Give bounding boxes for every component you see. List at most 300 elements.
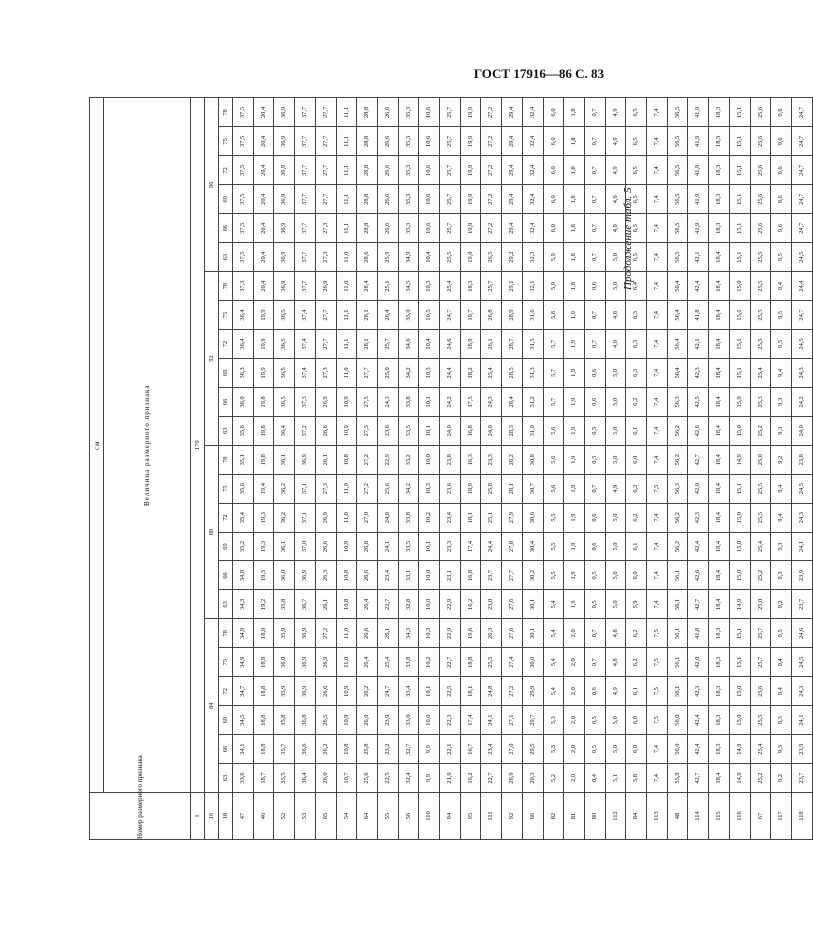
table-cell: 5,7: [543, 387, 564, 416]
table-cell: 42,7: [688, 445, 709, 474]
table-cell: 9,3: [771, 706, 792, 735]
table-cell: 42,4: [688, 272, 709, 301]
table-cell: 26,1: [315, 590, 336, 619]
table-cell: 23,8: [440, 445, 461, 474]
table-cell: 42,3: [688, 677, 709, 706]
table-cell: 37,3: [233, 272, 254, 301]
table-cell: 6,5: [626, 243, 647, 272]
row-id: 46: [253, 793, 274, 840]
table-cell: 0,5: [584, 735, 605, 764]
table-cell: 34,9: [398, 243, 419, 272]
table-cell: 9,6: [771, 214, 792, 243]
table-cell: 56,0: [667, 706, 688, 735]
table-cell: 29,5: [522, 735, 543, 764]
table-cell: 9,2: [771, 590, 792, 619]
table-cell: 31,6: [522, 301, 543, 330]
table-cell: 35,3: [398, 127, 419, 156]
table-cell: 33,6: [233, 764, 254, 793]
table-cell: 18,7: [253, 764, 274, 793]
table-cell: 35,3: [398, 214, 419, 243]
table-cell: 7,4: [647, 127, 668, 156]
table-cell: 18,4: [709, 445, 730, 474]
level1-value: 170: [191, 98, 205, 793]
table-cell: 56,2: [667, 503, 688, 532]
table-cell: 1,8: [564, 98, 585, 127]
table-cell: 35,8: [274, 706, 295, 735]
table-cell: 25,4: [440, 272, 461, 301]
table-cell: 6,5: [626, 127, 647, 156]
table-cell: 19,9: [253, 330, 274, 359]
table-row: [398, 98, 419, 840]
table-cell: 35,0: [398, 301, 419, 330]
table-cell: 1,9: [564, 503, 585, 532]
table-cell: 35,8: [274, 590, 295, 619]
table-cell: 29,2: [502, 243, 523, 272]
table-cell: 29,4: [502, 185, 523, 214]
table-cell: 23,2: [377, 735, 398, 764]
table-cell: 5,0: [605, 561, 626, 590]
table-cell: 34,5: [233, 706, 254, 735]
table-cell: 25,7: [440, 214, 461, 243]
table-cell: 36,9: [295, 677, 316, 706]
row-id: 92: [502, 793, 523, 840]
table-row: [274, 98, 295, 840]
table-cell: 15,0: [729, 677, 750, 706]
table-cell: 19,8: [253, 416, 274, 445]
table-cell: 28,6: [357, 243, 378, 272]
table-cell: 6,0: [543, 214, 564, 243]
table-cell: 20,4: [253, 272, 274, 301]
table-row: [626, 98, 647, 840]
row-id: 67: [750, 793, 771, 840]
table-cell: 15,1: [729, 330, 750, 359]
table-cell: 30,6: [522, 503, 543, 532]
table-cell: 32,4: [522, 156, 543, 185]
table-cell: 11,0: [336, 474, 357, 503]
table-cell: 24,5: [791, 648, 812, 677]
table-cell: 26,5: [315, 706, 336, 735]
table-cell: 56,3: [667, 387, 688, 416]
table-cell: 37,0: [295, 532, 316, 561]
table-cell: 27,7: [502, 561, 523, 590]
table-cell: 2,0: [564, 619, 585, 648]
table-cell: 56,5: [667, 185, 688, 214]
table-cell: 24,6: [791, 619, 812, 648]
table-cell: 19,0: [460, 243, 481, 272]
table-cell: 36,4: [274, 416, 295, 445]
table-cell: 41,9: [688, 185, 709, 214]
table-cell: 5,5: [543, 532, 564, 561]
table-cell: 15,0: [729, 706, 750, 735]
row-id: 53: [295, 793, 316, 840]
table-row: [584, 98, 605, 840]
table-cell: 25,6: [750, 156, 771, 185]
table-cell: 24,1: [791, 532, 812, 561]
table-cell: 36,7: [295, 590, 316, 619]
table-cell: 26,9: [315, 387, 336, 416]
table-cell: 37,4: [295, 358, 316, 387]
level3-value: 75: [219, 474, 233, 503]
table-cell: 36,4: [295, 764, 316, 793]
table-cell: 6,0: [543, 98, 564, 127]
table-cell: 36,9: [274, 98, 295, 127]
table-cell: 34,9: [233, 648, 254, 677]
table-cell: 29,7: [522, 706, 543, 735]
table-cell: 36,3: [233, 358, 254, 387]
table-cell: 26,6: [315, 532, 336, 561]
row-id: 47: [233, 793, 254, 840]
row-id: 117: [771, 793, 792, 840]
table-cell: 0,7: [584, 648, 605, 677]
table-cell: 36,9: [295, 561, 316, 590]
level3-value: 66: [219, 735, 233, 764]
unit-header: см: [90, 98, 104, 793]
table-cell: 22,9: [440, 619, 461, 648]
table-cell: 5,0: [605, 706, 626, 735]
table-cell: 9,2: [771, 764, 792, 793]
table-cell: 36,9: [274, 185, 295, 214]
table-row: [564, 98, 585, 840]
table-cell: 42,0: [688, 648, 709, 677]
table-cell: 10,1: [419, 677, 440, 706]
table-cell: 34,8: [233, 561, 254, 590]
table-cell: 41,9: [688, 127, 709, 156]
table-cell: 18,4: [709, 272, 730, 301]
table-cell: 29,4: [502, 98, 523, 127]
table-cell: 5,7: [543, 358, 564, 387]
table-cell: 10,2: [419, 648, 440, 677]
table-cell: 19,9: [460, 185, 481, 214]
table-cell: 25,0: [750, 590, 771, 619]
table-row: [709, 98, 730, 840]
table-cell: 24,7: [791, 185, 812, 214]
table-cell: 4,8: [605, 301, 626, 330]
table-cell: 27,6: [502, 590, 523, 619]
table-cell: 28,9: [502, 301, 523, 330]
table-cell: 10,6: [419, 185, 440, 214]
table-cell: 15,1: [729, 301, 750, 330]
table-cell: 7,5: [647, 706, 668, 735]
table-cell: 32,4: [398, 764, 419, 793]
table-row: [522, 98, 543, 840]
table-cell: 27,3: [315, 214, 336, 243]
table-cell: 27,2: [315, 619, 336, 648]
table-cell: 56,5: [667, 127, 688, 156]
table-cell: 18,4: [709, 243, 730, 272]
table-cell: 5,3: [543, 706, 564, 735]
table-cell: 32,4: [522, 127, 543, 156]
table-cell: 9,6: [771, 98, 792, 127]
table-cell: 25,5: [750, 272, 771, 301]
table-cell: 15,0: [729, 416, 750, 445]
table-cell: 26,9: [502, 764, 523, 793]
table-cell: 25,2: [750, 416, 771, 445]
table-cell: 34,2: [398, 358, 419, 387]
table-cell: 9,5: [771, 619, 792, 648]
level3-value: 69: [219, 706, 233, 735]
table-cell: 18,9: [460, 474, 481, 503]
table-cell: 18,8: [253, 706, 274, 735]
level3-value: 66: [219, 214, 233, 243]
table-cell: 6,0: [543, 127, 564, 156]
table-cell: 6,0: [626, 735, 647, 764]
table-cell: 22,7: [440, 648, 461, 677]
table-cell: 26,9: [315, 648, 336, 677]
row-id: 54: [336, 793, 357, 840]
table-cell: 26,6: [377, 127, 398, 156]
table-cell: 0,7: [584, 214, 605, 243]
table-cell: 37,2: [295, 416, 316, 445]
table-cell: 0,7: [584, 98, 605, 127]
table-cell: 24,7: [791, 156, 812, 185]
table-row: [357, 98, 378, 840]
table-cell: 36,5: [274, 358, 295, 387]
table-cell: 25,6: [750, 677, 771, 706]
table-cell: 24,4: [481, 532, 502, 561]
table-row: [791, 98, 812, 840]
table-cell: 36,9: [295, 648, 316, 677]
table-cell: 37,5: [233, 156, 254, 185]
table-cell: 25,0: [377, 358, 398, 387]
table-cell: 15,1: [729, 127, 750, 156]
table-cell: 5,0: [605, 532, 626, 561]
table-cell: 18,8: [460, 648, 481, 677]
table-cell: 9,3: [771, 735, 792, 764]
table-cell: 10,8: [336, 561, 357, 590]
table-cell: 27,9: [502, 503, 523, 532]
table-cell: 33,4: [398, 677, 419, 706]
table-cell: 15,0: [729, 561, 750, 590]
table-cell: 36,5: [274, 330, 295, 359]
table-cell: 0,5: [584, 445, 605, 474]
table-cell: 34,3: [398, 619, 419, 648]
table-cell: 26,6: [315, 416, 336, 445]
table-cell: 25,7: [481, 272, 502, 301]
table-cell: 1,9: [564, 301, 585, 330]
table-cell: 24,4: [791, 272, 812, 301]
table-cell: 7,4: [647, 764, 668, 793]
table-cell: 7,4: [647, 330, 668, 359]
table-cell: 33,8: [398, 503, 419, 532]
table-cell: 6,3: [626, 301, 647, 330]
table-cell: 20,4: [253, 127, 274, 156]
table-cell: 25,8: [481, 474, 502, 503]
table-cell: 18,3: [709, 619, 730, 648]
table-cell: 37,3: [295, 387, 316, 416]
table-cell: 15,1: [729, 156, 750, 185]
level3-value: 63: [219, 416, 233, 445]
table-cell: 23,8: [791, 445, 812, 474]
table-cell: 23,3: [440, 532, 461, 561]
table-cell: 23,4: [377, 561, 398, 590]
table-row: [750, 98, 771, 840]
table-cell: 22,9: [377, 445, 398, 474]
table-cell: 41,8: [688, 619, 709, 648]
table-cell: 26,1: [481, 330, 502, 359]
table-cell: 26,4: [357, 648, 378, 677]
row-number-header: Номер размерного признака: [90, 793, 191, 840]
table-cell: 37,5: [233, 185, 254, 214]
table-cell: 23,7: [791, 590, 812, 619]
table-cell: 7,4: [647, 445, 668, 474]
table-cell: 33,2: [398, 445, 419, 474]
level2-label: 16: [205, 793, 219, 840]
level2-value: 92: [205, 272, 219, 446]
table-cell: 7,5: [647, 677, 668, 706]
table-cell: 10,8: [336, 590, 357, 619]
table-cell: 0,7: [584, 474, 605, 503]
table-cell: 25,5: [750, 330, 771, 359]
table-cell: 36,9: [274, 156, 295, 185]
table-cell: 22,7: [377, 590, 398, 619]
table-cell: 32,7: [398, 735, 419, 764]
table-cell: 1,9: [564, 358, 585, 387]
table-cell: 42,1: [688, 330, 709, 359]
table-cell: 42,5: [688, 387, 709, 416]
row-id: 66: [522, 793, 543, 840]
table-cell: 7,4: [647, 532, 668, 561]
row-id: 94: [440, 793, 461, 840]
table-cell: 4,9: [605, 474, 626, 503]
table-cell: 37,5: [233, 127, 254, 156]
table-cell: 5,4: [543, 677, 564, 706]
table-cell: 26,8: [481, 301, 502, 330]
table-cell: 33,1: [398, 561, 419, 590]
table-cell: 32,1: [522, 272, 543, 301]
table-cell: 25,4: [750, 735, 771, 764]
table-cell: 9,6: [771, 185, 792, 214]
table-cell: 24,3: [791, 503, 812, 532]
table-cell: 10,6: [419, 98, 440, 127]
row-id: 118: [791, 793, 812, 840]
table-cell: 5,0: [605, 735, 626, 764]
table-row: [543, 98, 564, 840]
table-cell: 26,6: [357, 619, 378, 648]
table-cell: 15,1: [729, 619, 750, 648]
table-cell: 33,5: [398, 416, 419, 445]
table-cell: 24,7: [440, 301, 461, 330]
table-cell: 10,3: [419, 358, 440, 387]
table-cell: 25,2: [750, 764, 771, 793]
table-cell: 4,9: [605, 214, 626, 243]
table-cell: 19,9: [253, 301, 274, 330]
level3-value: 63: [219, 764, 233, 793]
table-cell: 27,2: [357, 445, 378, 474]
table-cell: 36,8: [295, 706, 316, 735]
table-cell: 18,4: [709, 474, 730, 503]
table-cell: 10,6: [419, 214, 440, 243]
table-cell: 25,8: [357, 735, 378, 764]
table-cell: 22,7: [481, 764, 502, 793]
table-cell: 9,2: [771, 445, 792, 474]
table-cell: 56,2: [667, 532, 688, 561]
table-cell: 28,8: [357, 214, 378, 243]
table-cell: 4,8: [605, 619, 626, 648]
table-cell: 24,7: [791, 301, 812, 330]
table-cell: 28,8: [357, 98, 378, 127]
table-cell: 1,9: [564, 387, 585, 416]
table-cell: 4,8: [605, 648, 626, 677]
table-cell: 1,9: [564, 445, 585, 474]
table-cell: 6,2: [626, 503, 647, 532]
table-cell: 7,4: [647, 243, 668, 272]
table-cell: 42,1: [688, 243, 709, 272]
table-cell: 56,1: [667, 590, 688, 619]
table-cell: 10,9: [336, 416, 357, 445]
table-cell: 55,9: [667, 764, 688, 793]
table-cell: 24,1: [481, 706, 502, 735]
table-cell: 2,0: [564, 677, 585, 706]
table-cell: 37,7: [295, 272, 316, 301]
table-cell: 26,2: [315, 735, 336, 764]
level3-value: 69: [219, 532, 233, 561]
table-cell: 16,7: [460, 735, 481, 764]
table-row: [440, 98, 461, 840]
table-cell: 17,4: [460, 706, 481, 735]
table-row: [336, 98, 357, 840]
table-cell: 10,0: [419, 561, 440, 590]
table-row: [771, 98, 792, 840]
table-cell: 31,3: [522, 358, 543, 387]
table-cell: 56,1: [667, 619, 688, 648]
table-cell: 20,4: [253, 98, 274, 127]
table-cell: 36,9: [274, 214, 295, 243]
row-id: 56: [398, 793, 419, 840]
table-cell: 19,9: [460, 214, 481, 243]
table-cell: 7,4: [647, 735, 668, 764]
table-cell: 27,7: [357, 358, 378, 387]
table-cell: 19,2: [253, 590, 274, 619]
table-cell: 28,8: [357, 156, 378, 185]
level2-value: 84: [205, 619, 219, 793]
table-cell: 11,1: [336, 156, 357, 185]
table-cell: 18,8: [253, 677, 274, 706]
table-cell: 11,1: [336, 98, 357, 127]
table-cell: 10,0: [419, 590, 440, 619]
table-cell: 28,3: [502, 416, 523, 445]
table-row: [688, 98, 709, 840]
table-cell: 25,4: [481, 358, 502, 387]
table-cell: 25,7: [750, 648, 771, 677]
table-cell: 29,3: [522, 764, 543, 793]
level3-value: 75: [219, 301, 233, 330]
level3-value: 66: [219, 561, 233, 590]
table-cell: 26,8: [357, 532, 378, 561]
table-cell: 31,5: [522, 330, 543, 359]
table-cell: 1,8: [564, 127, 585, 156]
table-cell: 15,1: [729, 358, 750, 387]
level3-value: 78: [219, 98, 233, 127]
table-row: [460, 98, 481, 840]
table-cell: 6,0: [626, 445, 647, 474]
table-cell: 18,3: [709, 735, 730, 764]
table-cell: 18,4: [709, 590, 730, 619]
table-cell: 19,6: [460, 619, 481, 648]
table-cell: 56,1: [667, 561, 688, 590]
row-id: 65: [315, 793, 336, 840]
table-cell: 9,4: [771, 648, 792, 677]
table-cell: 0,7: [584, 330, 605, 359]
table-cell: 35,5: [274, 764, 295, 793]
table-cell: 24,0: [791, 416, 812, 445]
table-cell: 25,6: [750, 185, 771, 214]
table-cell: 27,4: [502, 648, 523, 677]
table-cell: 9,3: [771, 387, 792, 416]
table-cell: 18,3: [460, 272, 481, 301]
table-cell: 27,7: [315, 156, 336, 185]
table-cell: 15,0: [729, 387, 750, 416]
table-cell: 0,7: [584, 301, 605, 330]
